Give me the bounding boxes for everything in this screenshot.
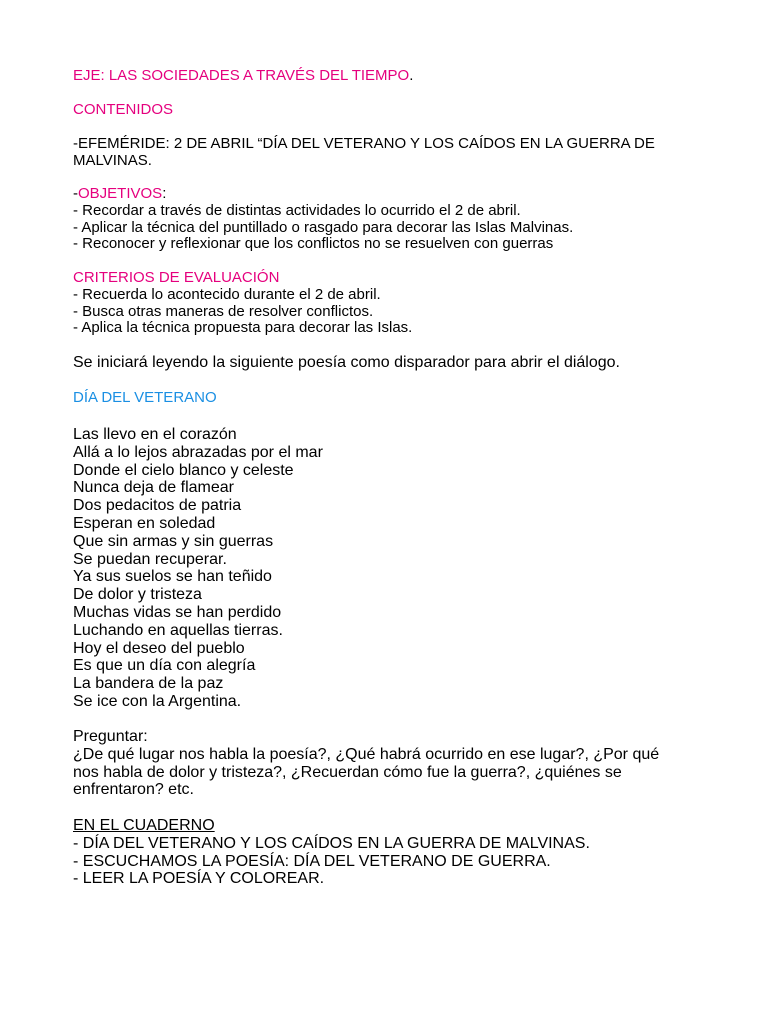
- cuaderno-item-2: - ESCUCHAMOS LA POESÍA: DÍA DEL VETERANO DE GUERRA.: [73, 852, 551, 870]
- poem-line: La bandera de la paz: [73, 675, 224, 693]
- poem-line: Luchando en aquellas tierras.: [73, 621, 283, 639]
- poem-line: Muchas vidas se han perdido: [73, 603, 282, 621]
- efemeride-block: [73, 136, 655, 170]
- poem-line: Dos pedacitos de patria: [73, 497, 242, 515]
- poem-line: Esperan en soledad: [73, 514, 216, 532]
- poem-line: Nunca deja de flamear: [73, 479, 234, 497]
- preguntar-line-1: ¿De qué lugar nos habla la poesía?, ¿Qué habrá ocurrido en ese lugar?, ¿Por qué: [73, 745, 660, 763]
- preguntar-line-2: nos habla de dolor y tristeza?, ¿Recuerdan cómo fue la guerra?, ¿quiénes se: [73, 763, 622, 781]
- poem-line: Que sin armas y sin guerras: [73, 532, 274, 550]
- poem-line: De dolor y tristeza: [73, 586, 202, 604]
- criterio-item-2: - Busca otras maneras de resolver conflictos.: [73, 302, 374, 320]
- preguntar-line-3: enfrentaron? etc.: [73, 781, 194, 799]
- criterios-section: [73, 270, 412, 337]
- poem-line: Allá a lo lejos abrazadas por el mar: [73, 443, 323, 461]
- poem-line: Donde el cielo blanco y celeste: [73, 461, 294, 479]
- criterio-item-3: - Aplica la técnica propuesta para decorar las Islas.: [73, 319, 413, 337]
- poem-line: Se ice con la Argentina.: [73, 692, 242, 710]
- cuaderno-heading: EN EL CUADERNO: [73, 817, 215, 834]
- eje-period: .: [409, 67, 414, 84]
- objetivo-item-1: - Recordar a través de distintas actividades lo ocurrido el 2 de abril.: [73, 201, 521, 219]
- preguntar-section: [73, 728, 659, 799]
- objetivos-section: [73, 186, 573, 253]
- objetivos-title: OBJETIVOS: [78, 185, 163, 202]
- poem-line: Se puedan recuperar.: [73, 550, 227, 568]
- criterio-item-1: - Recuerda lo acontecido durante el 2 de abril.: [73, 285, 381, 303]
- objetivos-colon: :: [162, 185, 167, 202]
- eje-heading: [73, 68, 413, 85]
- poem-title: DÍA DEL VETERANO: [73, 389, 217, 406]
- criterios-heading: CRITERIOS DE EVALUACIÓN: [73, 269, 280, 286]
- efemeride-line-2: MALVINAS.: [73, 151, 152, 169]
- cuaderno-section: [73, 817, 590, 888]
- intro-paragraph: Se iniciará leyendo la siguiente poesía como disparador para abrir el diálogo.: [73, 354, 620, 371]
- objetivos-heading: [73, 186, 573, 203]
- eje-title: EJE: LAS SOCIEDADES A TRAVÉS DEL TIEMPO: [73, 67, 410, 84]
- poem-line: Hoy el deseo del pueblo: [73, 639, 245, 657]
- preguntar-heading: Preguntar:: [73, 728, 148, 745]
- poem-line: Ya sus suelos se han teñido: [73, 568, 272, 586]
- contenidos-heading: CONTENIDOS: [73, 101, 174, 118]
- objetivos-dash: -: [73, 185, 78, 202]
- poem-line: Las llevo en el corazón: [73, 426, 237, 443]
- poem-line: Es que un día con alegría: [73, 657, 256, 675]
- poem-body: [73, 426, 323, 711]
- objetivo-item-2: - Aplicar la técnica del puntillado o rasgado para decorar las Islas Malvinas.: [73, 218, 574, 236]
- objetivo-item-3: - Reconocer y reflexionar que los conflictos no se resuelven con guerras: [73, 235, 554, 253]
- cuaderno-item-3: - LEER LA POESÍA Y COLOREAR.: [73, 870, 325, 888]
- cuaderno-item-1: - DÍA DEL VETERANO Y LOS CAÍDOS EN LA GUERRA DE MALVINAS.: [73, 834, 590, 852]
- efemeride-line-1: -EFEMÉRIDE: 2 DE ABRIL “DÍA DEL VETERANO Y LOS CAÍDOS EN LA GUERRA DE: [73, 135, 655, 152]
